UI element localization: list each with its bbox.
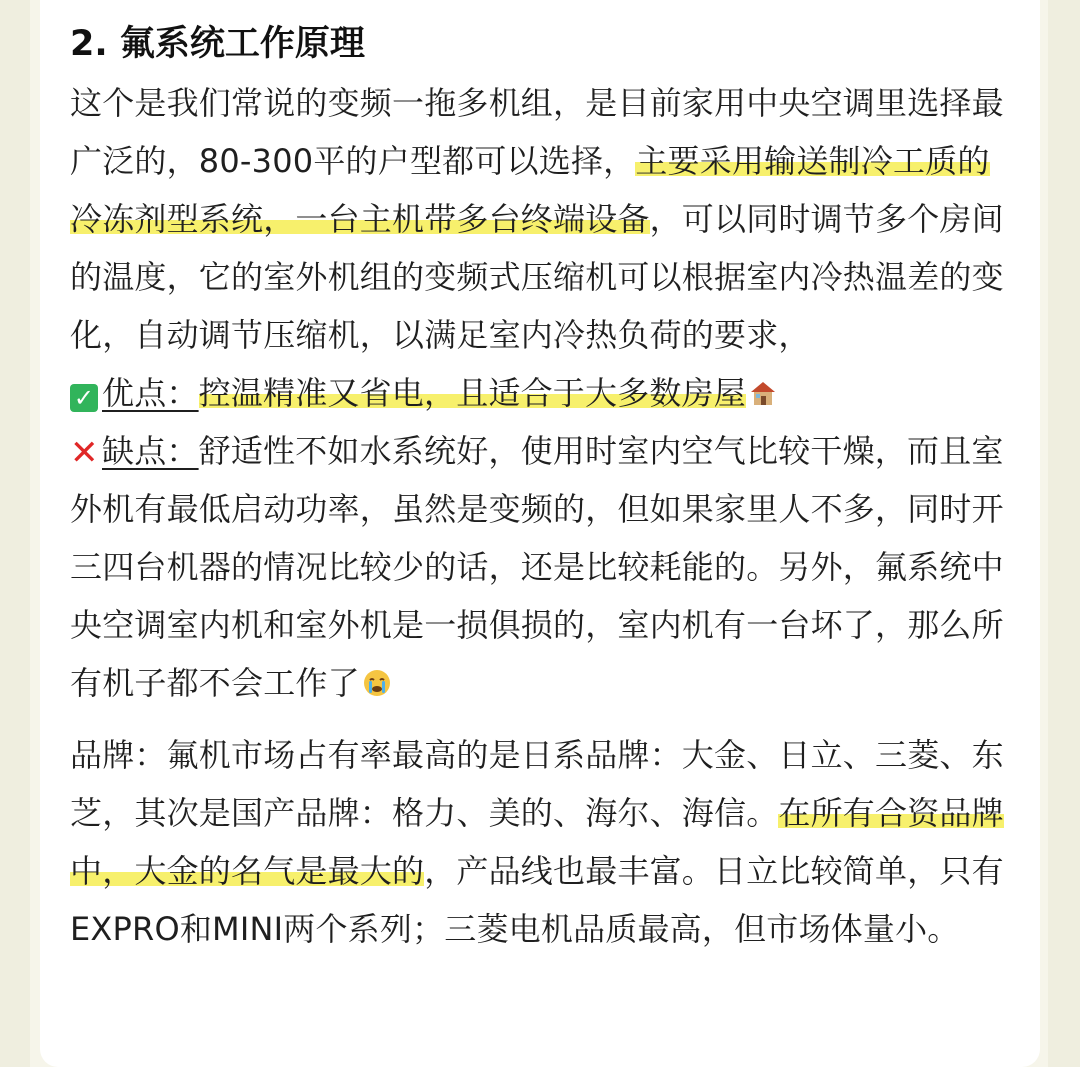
brands-paragraph	[70, 726, 1020, 958]
crying-face-icon	[362, 668, 392, 698]
intro-text-before: 这个是我们常说的变频一拖多机组，是目前家用中央空调里选择最广泛的，80-300平的户型都可以选择，	[70, 84, 1004, 180]
brands-highlight: 在所有合资品牌中，大金的名气是最大的	[70, 794, 1004, 890]
cons-text: 舒适性不如水系统好，使用时室内空气比较干燥，而且室外机有最低启动功率，虽然是变频的，但如果家里人不多，同时开三四台机器的情况比较少的话，还是比较耗能的。另外，氟系统中央空调室内机和室外机是一损俱损的，室内机有一台坏了，那么所有机子都不会工作了	[70, 432, 1004, 702]
article-content	[70, 16, 1020, 958]
article-card	[40, 0, 1040, 1067]
pros-label: 优点：	[102, 374, 199, 412]
brands-text: 品牌：氟机市场占有率最高的是日系品牌：大金、日立、三菱、东芝，其次是国产品牌：格力、美的、海尔、海信。	[70, 736, 1004, 832]
section-title: 2. 氟系统工作原理	[70, 24, 365, 64]
pros-line	[70, 364, 1020, 422]
intro-highlight: 主要采用输送制冷工质的冷冻剂型系统，一台主机带多台终端设备	[70, 142, 990, 238]
house-icon	[748, 378, 778, 408]
brands-text-after: ，产品线也最丰富。日立比较简单，只有EXPRO和MINI两个系列；三菱电机品质最高，但市场体量小。	[70, 852, 1004, 948]
intro-text-after: ，可以同时调节多个房间的温度，它的室外机组的变频式压缩机可以根据室内冷热温差的变化，自动调节压缩机，以满足室内冷热负荷的要求，	[70, 200, 1004, 354]
cross-icon: ✕	[70, 433, 99, 473]
cons-label: 缺点：	[102, 432, 199, 470]
cons-paragraph	[70, 422, 1020, 712]
intro-paragraph	[70, 74, 1020, 364]
pros-highlight: 控温精准又省电，且适合于大多数房屋	[198, 374, 747, 412]
check-icon: ✓	[70, 384, 98, 412]
